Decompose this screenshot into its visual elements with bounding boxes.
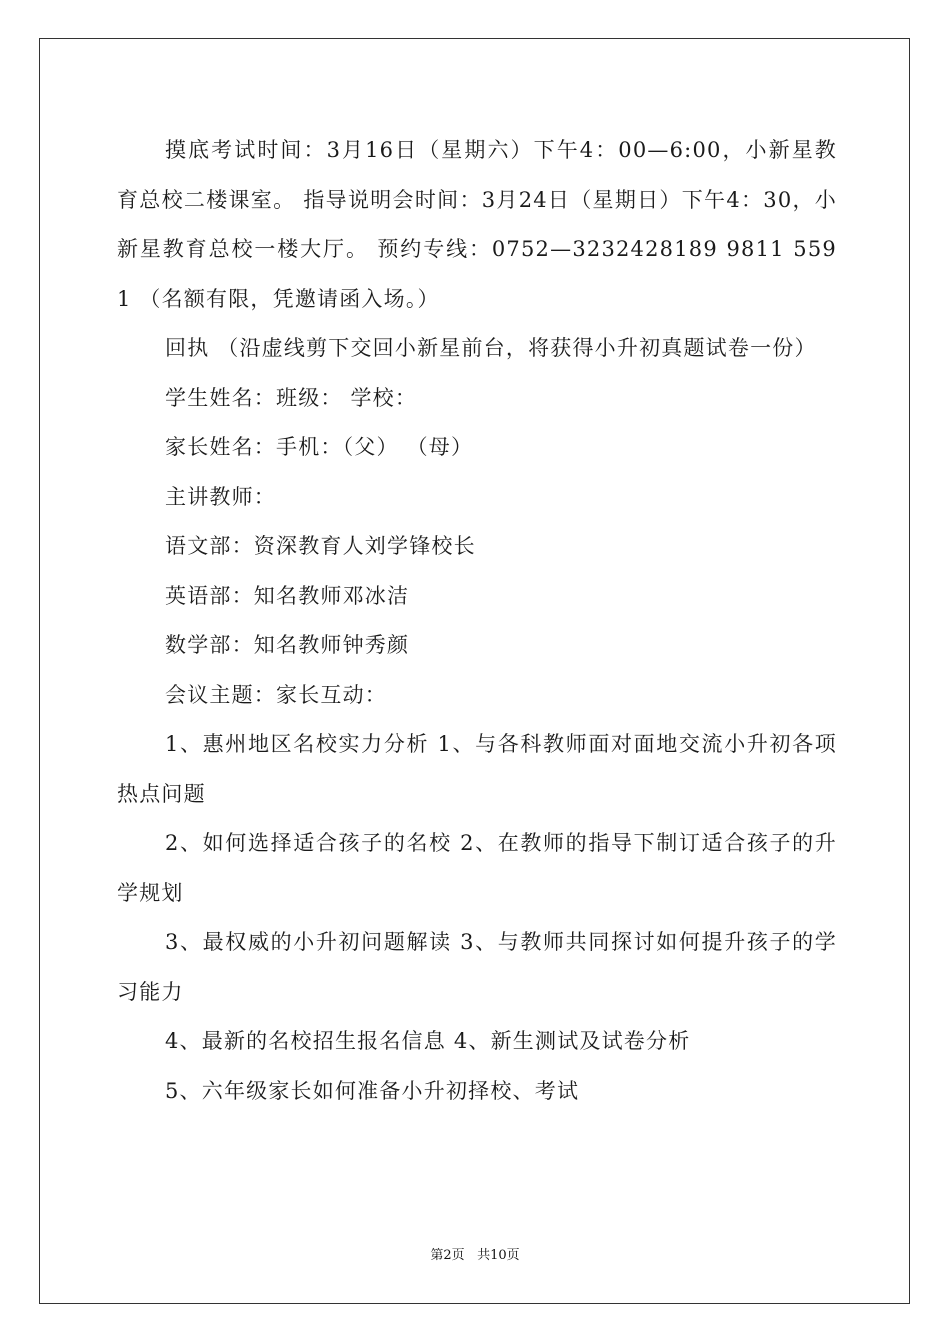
paragraph-parent-fields: 家长姓名：手机：（父） （母） xyxy=(165,435,474,459)
paragraph-receipt-note: 回执 （沿虚线剪下交回小新星前台，将获得小升初真题试卷一份） xyxy=(165,336,817,360)
paragraph-lecturers-heading: 主讲教师： xyxy=(165,484,276,509)
paragraph-topic-2: 2、如何选择适合孩子的名校 2、在教师的指导下制订适合孩子的升学规划 xyxy=(117,831,837,905)
paragraph-topic-4: 4、最新的名校招生报名信息 4、新生测试及试卷分析 xyxy=(165,1029,691,1053)
paragraph-student-fields: 学生姓名：班级： 学校： xyxy=(165,385,418,410)
paragraph-topic-3: 3、最权威的小升初问题解读 3、与教师共同探讨如何提升孩子的学习能力 xyxy=(117,930,837,1004)
document-body xyxy=(117,126,837,1116)
paragraph-math-dept: 数学部：知名教师钟秀颜 xyxy=(165,633,410,657)
paragraph-english-dept: 英语部：知名教师邓冰洁 xyxy=(165,583,410,608)
paragraph-chinese-dept: 语文部：资深教育人刘学锋校长 xyxy=(165,534,476,558)
page-footer xyxy=(0,1247,950,1265)
page-number: 第2页 xyxy=(430,1248,465,1263)
paragraph-topic-5: 5、六年级家长如何准备小升初择校、考试 xyxy=(165,1078,580,1103)
paragraph-topic-1: 1、惠州地区名校实力分析 1、与各科教师面对面地交流小升初各项热点问题 xyxy=(117,732,837,806)
paragraph-meeting-theme: 会议主题：家长互动： xyxy=(165,682,387,707)
page-total: 共10页 xyxy=(477,1248,520,1263)
paragraph-schedule-info: 摸底考试时间：3月16日（星期六）下午4：00—6:00，小新星教育总校二楼课室。 指导说明会时间：3月24日（星期日）下午4：30，小新星教育总校一楼大厅。 预约专线：0752—3232428189 9811 5591 （名额有限，凭邀请函入场。） xyxy=(117,138,837,311)
